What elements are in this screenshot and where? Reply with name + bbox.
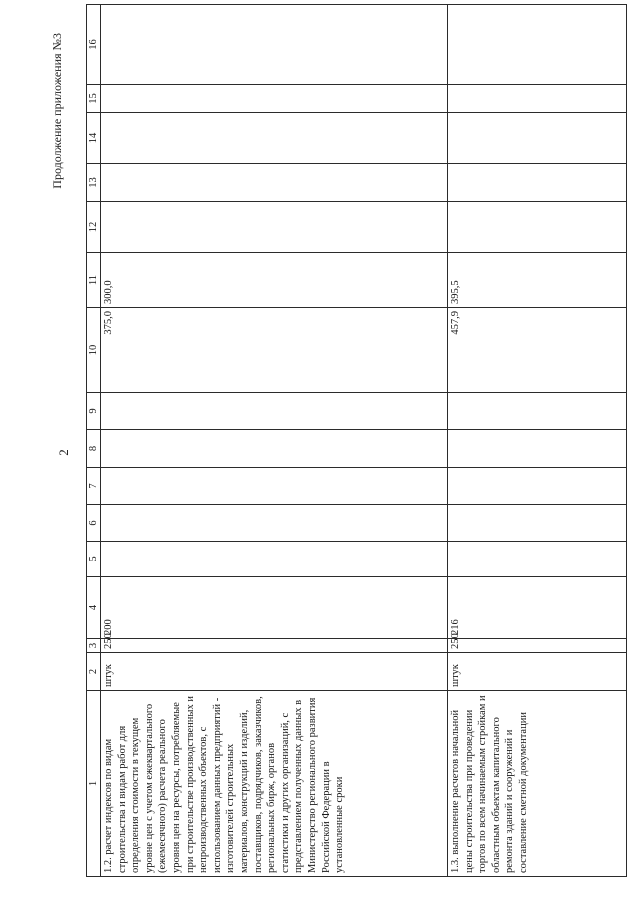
header-cell: 7: [87, 468, 101, 505]
value-cell: [101, 393, 448, 430]
value-cell: 250: [448, 639, 627, 653]
value-cell: [448, 430, 627, 468]
value-cell: 216: [448, 577, 627, 639]
header-cell: 16: [87, 5, 101, 85]
value-cell: [101, 505, 448, 542]
value-cell: 300,0: [101, 253, 448, 308]
value-cell: [448, 505, 627, 542]
header-cell: 6: [87, 505, 101, 542]
value-cell: [448, 113, 627, 164]
value-cell: [101, 164, 448, 202]
unit-cell: штук: [101, 653, 448, 691]
header-cell: 12: [87, 202, 101, 253]
value-cell: [448, 202, 627, 253]
value-cell: [101, 85, 448, 113]
value-cell: [101, 5, 448, 85]
header-cell: 10: [87, 308, 101, 393]
header-cell: 15: [87, 85, 101, 113]
value-cell: [101, 202, 448, 253]
header-cell: 14: [87, 113, 101, 164]
header-cell: 9: [87, 393, 101, 430]
header-cell: 1: [87, 691, 101, 877]
row-description: 1.3. выполнение расчетов начальной цены строительства при проведении торгов по всем начинаемым стройкам и областным объектам капитального ремонта зданий и сооружений и составление сметной документации: [448, 691, 627, 877]
value-cell: [448, 393, 627, 430]
unit-cell: штук: [448, 653, 627, 691]
value-cell: [448, 164, 627, 202]
value-cell: [101, 430, 448, 468]
value-cell: 200: [101, 577, 448, 639]
table-row: [448, 5, 627, 877]
continuation-note: Продолжение приложения №3: [50, 33, 64, 189]
data-table: [86, 4, 627, 877]
value-cell: 395,5: [448, 253, 627, 308]
value-cell: [101, 113, 448, 164]
page-number: 2: [56, 449, 71, 456]
value-cell: [101, 542, 448, 577]
header-cell: 4: [87, 577, 101, 639]
row-description: 1.2. расчет индексов по видам строительства и видам работ для определения стоимости в текущем уровне цен с учетом ежеквартального (ежемесячного) расчета реального уровня цен на ресурсы, потребляемые при строительстве производственных и непроизводственных объектов, с использованием данных предприятий - изготовителей строительных материалов, конструкций и изделий, поставщиков, подрядчиков, заказчиков, региональных бирж, органов статистики и других организаций, с представлением полученных данных в Министерство регионального развития Российской Федерации в установленные сроки: [101, 691, 448, 877]
header-row: [87, 5, 101, 877]
header-cell: 11: [87, 253, 101, 308]
header-cell: 5: [87, 542, 101, 577]
value-cell: [101, 468, 448, 505]
header-cell: 2: [87, 653, 101, 691]
value-cell: 250: [101, 639, 448, 653]
header-cell: 13: [87, 164, 101, 202]
header-cell: 3: [87, 639, 101, 653]
value-cell: 457,9: [448, 308, 627, 393]
value-cell: [448, 542, 627, 577]
value-cell: [448, 5, 627, 85]
header-cell: 8: [87, 430, 101, 468]
value-cell: [448, 468, 627, 505]
table-row: [101, 5, 448, 877]
value-cell: 375,0: [101, 308, 448, 393]
value-cell: [448, 85, 627, 113]
